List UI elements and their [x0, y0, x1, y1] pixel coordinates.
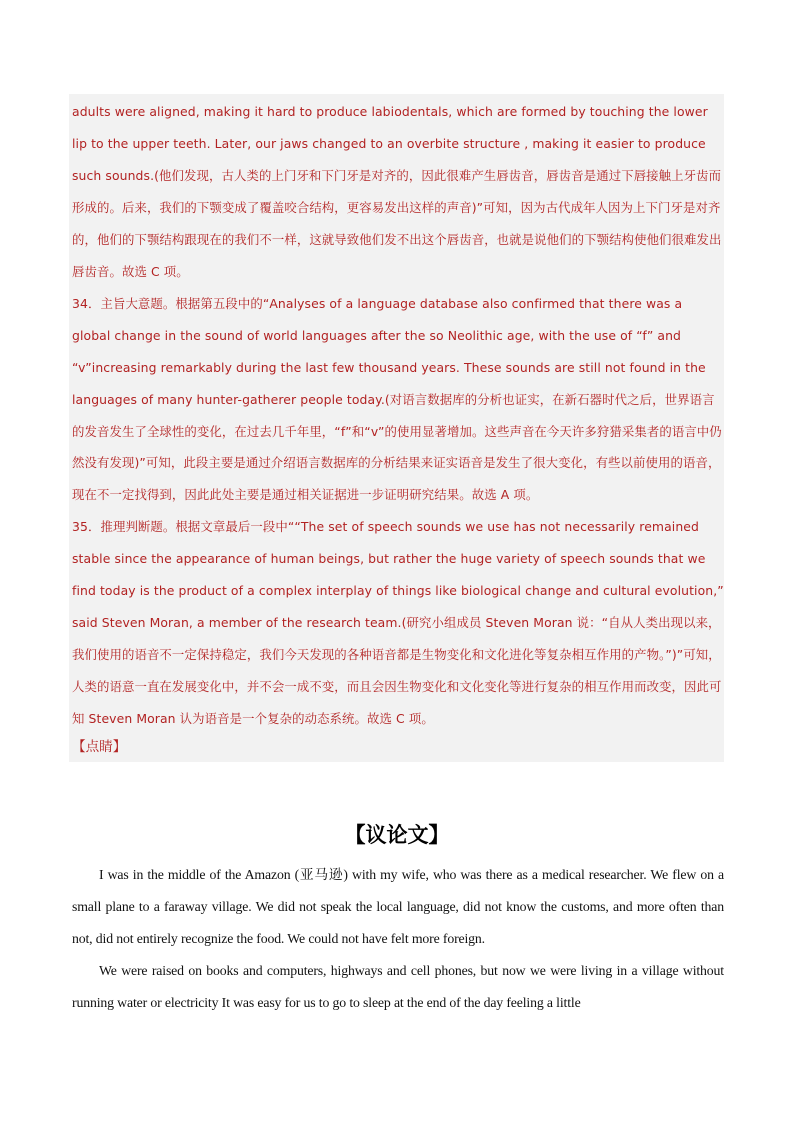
answer-explanation-text — [72, 96, 724, 735]
answer-paragraph-34: 34．主旨大意题。根据第五段中的“Analyses of a language database also confirmed that there was a global change in the sound of world languages after the so Neolithic age, with the use of “f” and “v”increasing remarkably during the last few thousand years. These sounds are still not found in the languages of many hunter-gatherer people today.(对语言数据库的分析也证实，在新石器时代之后，世界语言的发音发生了全球性的变化，在过去几千年里，“f”和“v”的使用显著增加。这些声音在今天许多狩猎采集者的语言中仍然没有发现)”可知，此段主要是通过介绍语言数据库的分析结果来证实语音是发生了很大变化，有些以前使用的语音，现在不一定找得到，因此此处主要是通过相关证据进一步证明研究结果。故选 A 项。 — [72, 295, 722, 503]
passage-text — [72, 859, 724, 1019]
section-title: 【议论文】 — [344, 823, 450, 847]
passage-paragraph-1: I was in the middle of the Amazon (亚马逊) with my wife, who was there as a medical researcher. We flew on a small plane to a faraway village. We did not speak the local language, did not know the customs, and more often than not, did not entirely recognize the food. We could not have felt more foreign. — [72, 867, 724, 946]
passage-paragraph-2: We were raised on books and computers, highways and cell phones, but now we were living in a village without running water or electricity It was easy for us to go to sleep at the end of the day feeling a little — [72, 962, 724, 1010]
tip-label: 【点睛】 — [72, 739, 127, 755]
answer-paragraph-33: adults were aligned, making it hard to produce labiodentals, which are formed by touching the lower lip to the upper teeth. Later, our jaws changed to an overbite structure , making it easier to produce such sounds.(他们发现，古人类的上门牙和下门牙是对齐的，因此很难产生唇齿音，唇齿音是通过下唇接触上牙齿而形成的。后来，我们的下颚变成了覆盖咬合结构，更容易发出这样的声音)”可知，因为古代成年人因为上下门牙是对齐的，他们的下颚结构跟现在的我们不一样，这就导致他们发不出这个唇齿音，也就是说他们的下颚结构使他们很难发出唇齿音。故选 C 项。 — [72, 104, 722, 279]
answer-paragraph-35: 35．推理判断题。根据文章最后一段中““The set of speech sounds we use has not necessarily remained stable since the appearance of human beings, but rather the huge variety of speech sounds that we find today is the product of a complex interplay of things like biological change and cultural evolution,” said Steven Moran, a member of the research team.(研究小组成员 Steven Moran 说：“自从人类出现以来，我们使用的语音不一定保持稳定，我们今天发现的各种语音都是生物变化和文化进化等复杂相互作用的产物。”)”可知，人类的语意一直在发展变化中，并不会一成不变，而且会因生物变化和文化变化等进行复杂的相互作用而改变，因此可知 Steven Moran 认为语音是一个复杂的动态系统。故选 C 项。 — [72, 519, 724, 727]
